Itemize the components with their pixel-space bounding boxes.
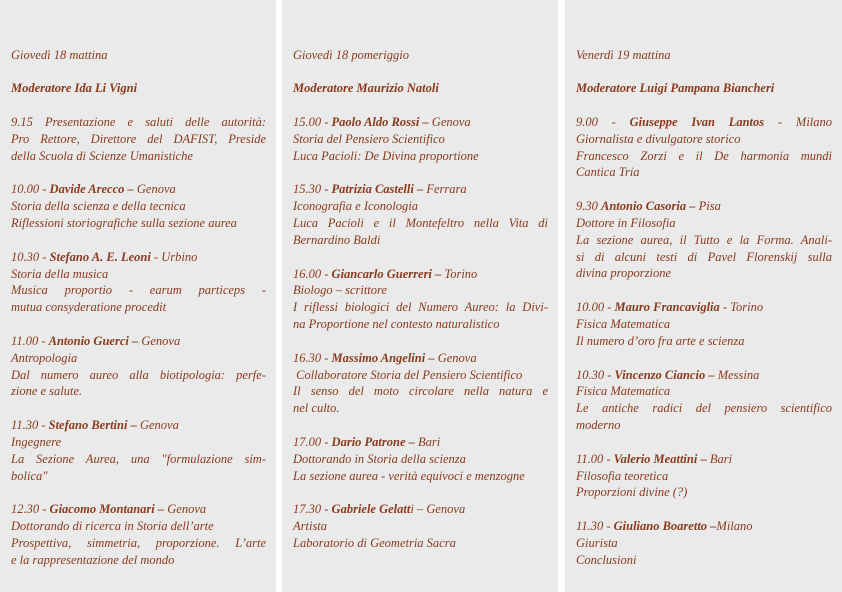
session-item	[293, 501, 548, 551]
session-item	[576, 367, 832, 434]
speaker-place: Messina	[717, 367, 760, 382]
session-time: 16.00 -	[293, 266, 329, 281]
moderator: Moderatore Luigi Pampana Biancheri	[576, 81, 775, 95]
session-item	[11, 181, 266, 231]
session-line: Musica proportio - earum particeps -	[11, 283, 266, 298]
session-time: 11.00 -	[11, 333, 46, 348]
session-time: 17.00 -	[293, 434, 329, 449]
session-line: Bernardino Baldi	[293, 232, 381, 247]
session-line: Il senso del moto circolare nella natura e	[293, 384, 548, 399]
session-header	[293, 266, 548, 283]
speaker-place: - Torino	[719, 300, 764, 315]
session-line: Dal numero aureo alla biotipologia: perfe-	[11, 367, 266, 382]
speaker-place: Genova	[437, 350, 477, 365]
session-time: 10.30 -	[576, 367, 612, 382]
session-line: della Scuola di Scienze Umanistiche	[11, 148, 193, 163]
session-line: I riflessi biologici del Numero Aureo: la Divi-	[293, 300, 548, 315]
session-item	[293, 114, 548, 164]
session-header	[576, 518, 832, 535]
session-line: Artista	[293, 519, 328, 534]
session-header	[576, 299, 832, 316]
speaker-place: Bari	[709, 451, 733, 466]
session-item	[11, 333, 266, 400]
session-line: bolica"	[11, 468, 48, 483]
session-item	[293, 434, 548, 484]
program-column-thursday-afternoon	[282, 0, 558, 592]
session-header	[11, 501, 266, 518]
session-line: Collaboratore Storia del Pensiero Scientifico	[293, 367, 523, 382]
day-heading: Giovedì 18 pomeriggio	[293, 48, 409, 62]
speaker-place: Genova	[136, 182, 176, 197]
speaker-place: i – Genova	[410, 502, 466, 517]
session-header	[11, 333, 266, 350]
session-item	[576, 114, 832, 181]
session-time: 15.00 -	[293, 115, 329, 129]
program-column-thursday-morning	[0, 0, 276, 592]
speaker-name: Antonio Casoria –	[601, 199, 696, 214]
moderator: Moderatore Maurizio Natoli	[293, 81, 439, 95]
session-header	[576, 367, 832, 384]
speaker-place: Torino	[444, 266, 478, 281]
session-time: 12.30 -	[11, 502, 47, 517]
speaker-name: Giuliano Boaretto –	[613, 519, 717, 534]
session-header	[11, 249, 266, 266]
speaker-name: Stefano A. E. Leoni	[49, 249, 151, 264]
session-line: moderno	[576, 417, 621, 432]
speaker-place: Pisa	[698, 199, 721, 214]
speaker-place: Genova	[141, 333, 181, 348]
session-header	[293, 434, 548, 451]
session-time: 11.30 -	[11, 418, 46, 433]
speaker-place: - Urbino	[153, 249, 198, 264]
session-line: Conclusioni	[576, 552, 637, 567]
session-header	[293, 181, 548, 198]
session-time: 11.00 -	[576, 451, 611, 466]
session-line: Francesco Zorzi e il De harmonia mundi	[576, 148, 832, 163]
speaker-place: Genova	[139, 418, 179, 433]
speaker-name: Antonio Guerci –	[48, 333, 139, 348]
session-line: mutua consyderatione procedit	[11, 300, 167, 315]
session-item	[11, 114, 266, 164]
speaker-name: Davide Arecco –	[49, 182, 134, 197]
session-header	[576, 198, 832, 215]
session-item	[293, 266, 548, 333]
speaker-name: Giancarlo Guerreri –	[331, 266, 442, 281]
session-item	[11, 249, 266, 316]
session-time: 10.30 -	[11, 249, 47, 264]
speaker-place: Bari	[418, 434, 441, 449]
session-header	[576, 451, 832, 468]
session-intro: 9.15 Presentazione e saluti delle autorità:	[11, 115, 266, 129]
session-line: Giurista	[576, 535, 618, 550]
speaker-place: Genova	[167, 502, 207, 517]
session-header	[293, 501, 548, 518]
session-item	[293, 181, 548, 248]
speaker-place: Milano	[716, 519, 753, 534]
speaker-place: Ferrara	[426, 182, 467, 197]
session-time: 15.30 -	[293, 182, 329, 197]
day-heading: Venerdì 19 mattina	[576, 48, 671, 62]
session-item	[576, 451, 832, 501]
session-line: Riflessioni storiografiche sulla sezione aurea	[11, 215, 237, 230]
session-line: Cantica Tria	[576, 165, 640, 180]
session-line: Iconografia e Iconologia	[293, 199, 418, 214]
speaker-place: Genova	[431, 115, 471, 129]
speaker-name: Giuseppe Ivan Lantos	[629, 115, 765, 129]
session-line: Dottorando di ricerca in Storia dell’arte	[11, 519, 214, 534]
day-heading: Giovedì 18 mattina	[11, 48, 108, 62]
session-item	[576, 198, 832, 282]
session-line: Pro Rettore, Direttore del DAFIST, Preside	[11, 131, 266, 146]
session-line: La sezione aurea, il Tutto e la Forma. Anali-	[576, 232, 832, 247]
speaker-place: - Milano	[777, 115, 833, 129]
session-line: Antropologia	[11, 350, 78, 365]
speaker-name: Massimo Angelini –	[331, 350, 435, 365]
session-line: Luca Pacioli e il Montefeltro nella Vita di	[293, 215, 548, 230]
session-header	[293, 350, 548, 367]
session-time: 17.30 -	[293, 502, 329, 517]
session-line: divina proporzione	[576, 266, 672, 281]
session-line: si di alcuni testi di Pavel Florenskij sulla	[576, 249, 832, 264]
session-header	[293, 114, 548, 131]
session-line: La sezione aurea - verità equivoci e menzogne	[293, 468, 525, 483]
session-line: zione e salute.	[11, 384, 83, 399]
session-line: Le antiche radici del pensiero scientifico	[576, 401, 832, 416]
speaker-name: Stefano Bertini –	[48, 418, 137, 433]
session-line: Storia del Pensiero Scientifico	[293, 131, 445, 146]
session-line: e la rappresentazione del mondo	[11, 552, 175, 567]
session-line: na Proportione nel contesto naturalistico	[293, 316, 500, 331]
session-time: 16.30 -	[293, 350, 329, 365]
session-item	[11, 417, 266, 484]
session-line: nel culto.	[293, 401, 340, 416]
session-line: Luca Pacioli: De Divina proportione	[293, 148, 479, 163]
session-time: 9.30	[576, 199, 598, 214]
session-line: Prospettiva, simmetria, proporzione. L’arte	[11, 535, 266, 550]
speaker-name: Valerio Meattini –	[613, 451, 707, 466]
session-item	[576, 299, 832, 349]
session-time: 10.00 -	[576, 300, 612, 315]
moderator: Moderatore Ida Li Vigni	[11, 81, 138, 95]
session-item	[576, 518, 832, 568]
session-item	[11, 501, 266, 568]
session-line: Storia della scienza e della tecnica	[11, 199, 186, 214]
session-line: Proporzioni divine (?)	[576, 485, 688, 500]
session-time: 11.30 -	[576, 519, 611, 534]
speaker-name: Gabriele Gelatt	[331, 502, 411, 517]
program-column-friday-morning	[565, 0, 842, 592]
session-line: Fisica Matematica	[576, 316, 671, 331]
session-line: La Sezione Aurea, una "formulazione sim-	[11, 451, 266, 466]
speaker-name: Paolo Aldo Rossi –	[331, 115, 429, 129]
speaker-name: Patrizia Castelli –	[331, 182, 424, 197]
session-line: Fisica Matematica	[576, 384, 671, 399]
session-time: 9.00 -	[576, 115, 616, 129]
session-line: Laboratorio di Geometria Sacra	[293, 535, 456, 550]
session-line: Dottore in Filosofia	[576, 215, 676, 230]
session-line: Storia della musica	[11, 266, 109, 281]
session-line: Il numero d’oro fra arte e scienza	[576, 333, 745, 348]
session-line: Filosofia teoretica	[576, 468, 669, 483]
speaker-name: Mauro Francaviglia	[614, 300, 720, 315]
session-line: Giornalista e divulgatore storico	[576, 131, 741, 146]
session-line: Dottorando in Storia della scienza	[293, 451, 466, 466]
session-header	[11, 417, 266, 434]
session-item	[293, 350, 548, 417]
speaker-name: Dario Patrone –	[331, 434, 415, 449]
session-line: Biologo – scrittore	[293, 283, 387, 298]
speaker-name: Giacomo Montanari –	[49, 502, 165, 517]
session-header	[576, 114, 832, 131]
session-time: 10.00 -	[11, 182, 47, 197]
session-line: Ingegnere	[11, 434, 62, 449]
session-header	[11, 181, 266, 198]
speaker-name: Vincenzo Ciancio –	[614, 367, 715, 382]
